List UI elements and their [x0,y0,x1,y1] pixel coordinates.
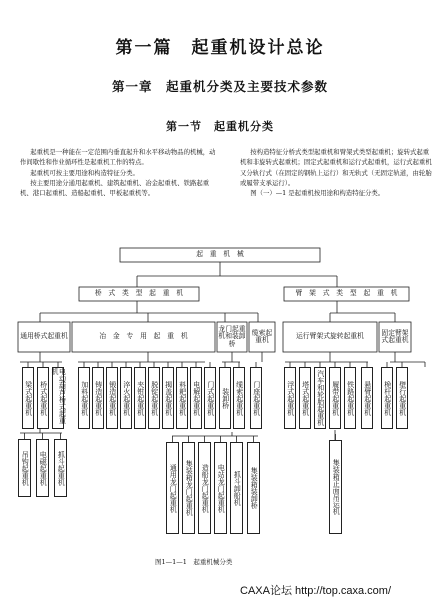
level3-box: 铸造起重机 [92,367,104,429]
level4-box: 电站龙门起重机 [214,442,227,534]
level4-box: 造船龙门起重机 [198,442,211,534]
level4-box: 集装箱龙门起重机 [182,442,195,534]
level3-box: 悬臂起重机 [361,367,373,429]
cable-crane-box: 缆索起重机 [251,328,273,344]
figure-caption: 图1—1—1 起重机械分类 [155,558,233,566]
level3-box: 电解起重机 [190,367,202,429]
level3-box: 料耙起重机 [176,367,188,429]
level3-box: 加料起重机 [78,367,90,429]
fixed-jib-crane-box: 固定臂架式起重机 [381,328,409,344]
level3-box: 梁式起重机 [22,367,34,429]
level3-box: 桅杆起重机 [381,367,393,429]
level3-box: 塔式起重机 [299,367,311,429]
section-title: 第一节 起重机分类 [166,120,274,133]
jib-type-box: 臂 架 式 类 型 起 重 机 [295,289,398,298]
paragraph: 按构造特征分桥式类型起重机和臂架式类型起重机；旋转式起重机和非旋转式起重机；固定式起重机和运行式起重机，运行式起重机又分轨行式（在固定的钢轨上运行）和无轨式（无固定轨道，由轮胎或履带支承运行）。 [240,148,432,187]
level4-box: 抓斗起重机 [54,439,67,497]
level3-box: 门座起重机 [250,367,262,429]
level4-box: 抓斗卸船机 [230,442,243,534]
bridge-type-box: 桥 式 类 型 起 重 机 [94,289,184,298]
general-bridge-crane-box: 通用桥式起重机 [20,332,68,341]
level3-box: 装卸桥 [219,367,231,429]
level3-box: 锻造起重机 [106,367,118,429]
level4-box: 集装箱装卸桥 [247,442,260,534]
paragraph: 按主要用途分通用起重机、建筑起重机、冶金起重机、铁路起重机、港口起重机、造船起重机、甲板起重机等。 [20,178,210,198]
level4-box: 集装箱正面吊运机 [329,440,342,534]
level4-box: 电磁起重机 [36,439,49,497]
level3-box: 汽车和轮胎起重机 [314,367,326,429]
level3-box: 浮式起重机 [284,367,296,429]
level3-box: 淬火起重机 [120,367,132,429]
level4-box: 通用龙门起重机 [166,442,179,534]
paragraph: 起重机可按主要用途和构造特征分类。 [30,168,139,177]
watermark: CAXA论坛 http://top.caxa.com/ [240,585,392,597]
level3-box: 电动葫芦桥式起重机 [52,367,64,429]
metallurgy-crane-box: 冶 金 专 用 起 重 机 [99,332,188,341]
part-title: 第一篇 起重机设计总论 [115,38,325,58]
level3-box: 脱锭起重机 [148,367,160,429]
chapter-title: 第一章 起重机分类及主要技术参数 [111,79,328,94]
root-box: 起 重 机 械 [196,250,244,259]
gantry-and-unloader-box: 龙门起重机和装卸桥 [218,324,246,348]
level3-box: 桥式起重机 [37,367,49,429]
paragraph: 图（一）—1 是起重机按用途和构造特征分类。 [250,189,385,198]
level3-box: 壁行起重机 [396,367,408,429]
level3-box: 揭盖起重机 [162,367,174,429]
paragraph: 起重机是一种能在一定范围内垂直起升和水平移动物品的机械，动作间歇性和作业循环性是起重机工作的特点。 [20,148,216,167]
level3-box: 缆索起重机 [233,367,245,429]
level3-box: 门式起重机 [204,367,216,429]
level3-box: 履带起重机 [329,367,341,429]
rotary-jib-crane-box: 运行臂架式旋转起重机 [296,332,364,341]
level3-box: 铁路起重机 [344,367,356,429]
level4-box: 吊钩起重机 [18,439,31,497]
level3-box: 夹钳起重机 [134,367,146,429]
